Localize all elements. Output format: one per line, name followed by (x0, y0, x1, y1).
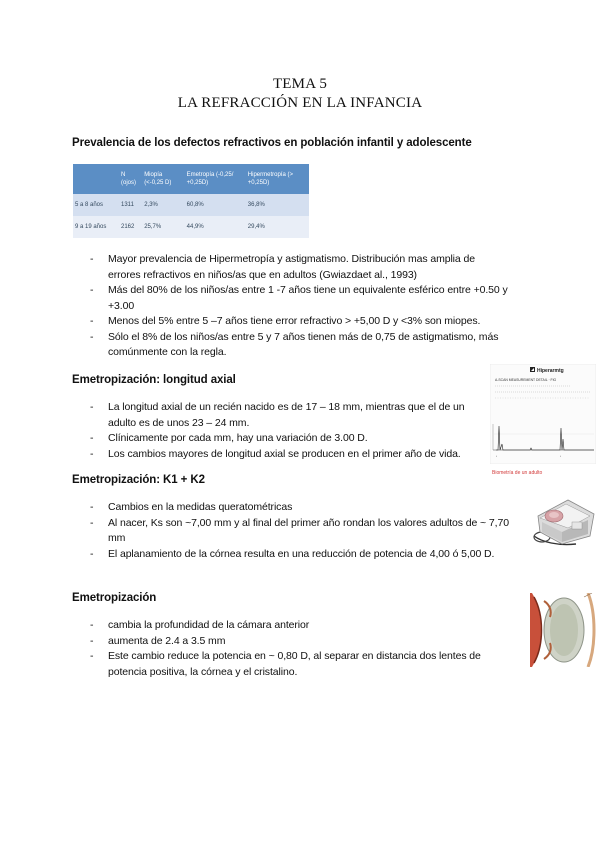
emetropization-heading: Emetropización (72, 592, 157, 604)
list-item: - Este cambio reduce la potencia en ~ 0,80 D, al separar en distancia dos lentes de potencia positiva, la córnea y el cristalino. (90, 649, 502, 680)
table-cell: 36,8% (246, 194, 309, 216)
biometry-figure (490, 364, 596, 464)
table-cell: 44,9% (185, 216, 246, 238)
table-header-cell: Miopía (<-0,25 D) (142, 164, 184, 194)
table-cell: 60,8% (185, 194, 246, 216)
svg-text:•: • (560, 454, 562, 458)
table-cell: 9 a 19 años (73, 216, 119, 238)
list-item: - Los cambios mayores de longitud axial se producen en el primer año de vida. (90, 447, 485, 463)
table-cell: 1311 (119, 194, 142, 216)
table-header-cell: Emetropía (-0,25/ +0,25D) (185, 164, 246, 194)
table-cell: 2162 (119, 216, 142, 238)
table-row (73, 216, 309, 238)
list-item: - cambia la profundidad de la cámara anterior (90, 618, 502, 634)
table-cell: 25,7% (142, 216, 184, 238)
prevalence-list (90, 252, 510, 361)
list-item: - aumenta de 2.4 a 3.5 mm (90, 634, 502, 650)
axial-list (90, 400, 485, 462)
list-item: - Cambios en la medidas queratométricas (90, 500, 512, 516)
keratometry-heading: Emetropización: K1 + K2 (72, 474, 205, 486)
biometry-caption: Biometría de un adulto (492, 470, 543, 476)
a-scan-chart-image (490, 364, 596, 464)
prevalence-table (73, 164, 309, 238)
axial-heading: Emetropización: longitud axial (72, 374, 236, 386)
emetropization-list (90, 618, 502, 680)
list-item: - Más del 80% de los niños/as entre 1 -7 años tiene un equivalente esférico entre +0.50 y +3.00 (90, 283, 510, 314)
list-item: - Menos del 5% entre 5 –7 años tiene error refractivo > +5,00 D y <3% son miopes. (90, 314, 510, 330)
keratometry-list (90, 500, 512, 562)
table-cell: 5 a 8 años (73, 194, 119, 216)
table-cell: 29,4% (246, 216, 309, 238)
page-title (0, 75, 600, 113)
svg-text:•: • (496, 454, 498, 458)
list-item: - La longitud axial de un recién nacido es de 17 – 18 mm, mientras que el de un adulto es de unos 23 – 24 mm. (90, 400, 485, 431)
table-header-cell: N (ojos) (119, 164, 142, 194)
keratometer-image (528, 492, 598, 550)
table-cell: 2,3% (142, 194, 184, 216)
title-line-2: LA REFRACCIÓN EN LA INFANCIA (177, 95, 423, 111)
table-header-cell: Hipermetropía (> +0,25D) (246, 164, 309, 194)
table-row (73, 194, 309, 216)
list-item: - Al nacer, Ks son ~7,00 mm y al final del primer año rondan los valores adultos de ~ 7,70 mm (90, 516, 512, 547)
figure-header: A-SCAN MEASUREMENT DETAIL · FIG (495, 378, 557, 382)
eye-section-image (530, 593, 596, 667)
list-item: - Mayor prevalencia de Hipermetropía y astigmatismo. Distribución mas amplia de errores refractivos en niños/as que en adultos (Gwiazdaet al., 1993) (90, 252, 510, 283)
prevalence-heading: Prevalencia de los defectos refractivos en población infantil y adolescente (72, 137, 472, 149)
list-item: - El aplanamiento de la córnea resulta en una reducción de potencia de 4,00 ó 5,00 D. (90, 547, 512, 563)
list-item: - Clínicamente por cada mm, hay una variación de 3.00 D. (90, 431, 485, 447)
title-line-1: TEMA 5 (272, 76, 328, 92)
figure-brand: Hiperarmtg (537, 368, 564, 374)
table-header-cell (73, 164, 119, 194)
list-item: - Sólo el 8% de los niños/as entre 5 y 7 años tienen más de 0,75 de astigmatismo, más comúnmente con la regla. (90, 330, 510, 361)
